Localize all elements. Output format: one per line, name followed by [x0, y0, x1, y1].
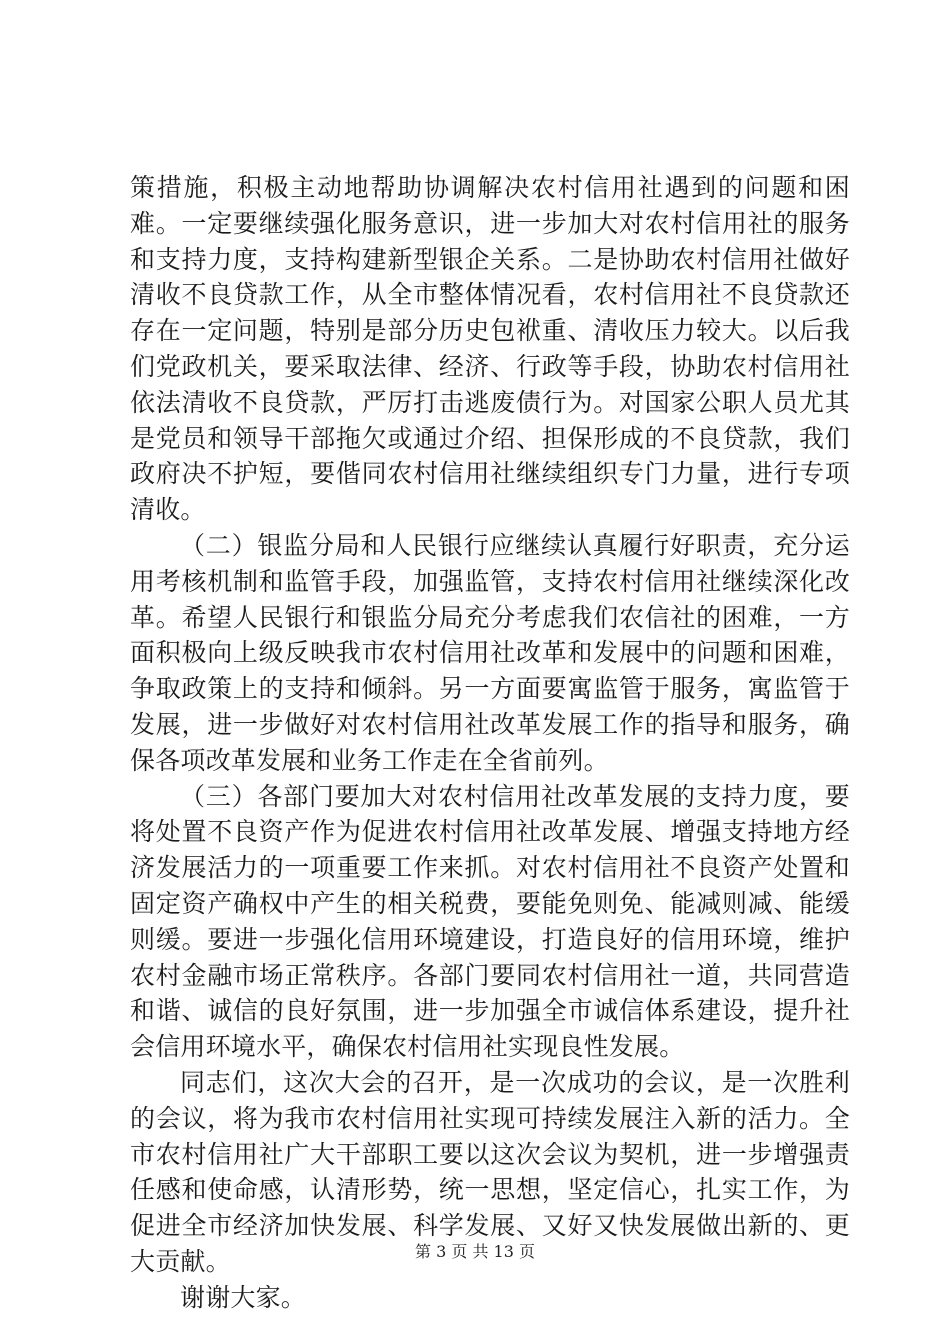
paragraph-2: （二）银监分局和人民银行应继续认真履行好职责，充分运用考核机制和监管手段，加强监管，支持农村信用社继续深化改革。希望人民银行和银监分局充分考虑我们农信社的困难，一方面积极向上级反映我市农村信用社改革和发展中的问题和困难，争取政策上的支持和倾斜。另一方面要寓监管于服务，寓监管于发展，进一步做好对农村信用社改革发展工作的指导和服务，确保各项改革发展和业务工作走在全省前列。: [130, 530, 850, 775]
document-body: [130, 170, 850, 1316]
page-number-footer: 第 3 页 共 13 页: [415, 1242, 535, 1261]
paragraph-3: （三）各部门要加大对农村信用社改革发展的支持力度，要将处置不良资产作为促进农村信用社改革发展、增强支持地方经济发展活力的一项重要工作来抓。对农村信用社不良资产处置和固定资产确权中产生的相关税费，要能免则免、能减则减、能缓则缓。要进一步强化信用环境建设，打造良好的信用环境，维护农村金融市场正常秩序。各部门要同农村信用社一道，共同营造和谐、诚信的良好氛围，进一步加强全市诚信体系建设，提升社会信用环境水平，确保农村信用社实现良性发展。: [130, 781, 850, 1062]
paragraph-4: 同志们，这次大会的召开，是一次成功的会议，是一次胜利的会议，将为我市农村信用社实现可持续发展注入新的活力。全市农村信用社广大干部职工要以这次会议为契机，进一步增强责任感和使命感，认清形势，统一思想，坚定信心，扎实工作，为促进全市经济加快发展、科学发展、又好又快发展做出新的、更大贡献。: [130, 1067, 850, 1276]
paragraph-5: 谢谢大家。: [180, 1282, 307, 1312]
paragraph-1: 策措施，积极主动地帮助协调解决农村信用社遇到的问题和困难。一定要继续强化服务意识，进一步加大对农村信用社的服务和支持力度，支持构建新型银企关系。二是协助农村信用社做好清收不良贷款工作，从全市整体情况看，农村信用社不良贷款还存在一定问题，特别是部分历史包袱重、清收压力较大。以后我们党政机关，要采取法律、经济、行政等手段，协助农村信用社依法清收不良贷款，严厉打击逃废债行为。对国家公职人员尤其是党员和领导干部拖欠或通过介绍、担保形成的不良贷款，我们政府决不护短，要偕同农村信用社继续组织专门力量，进行专项清收。: [130, 173, 850, 525]
